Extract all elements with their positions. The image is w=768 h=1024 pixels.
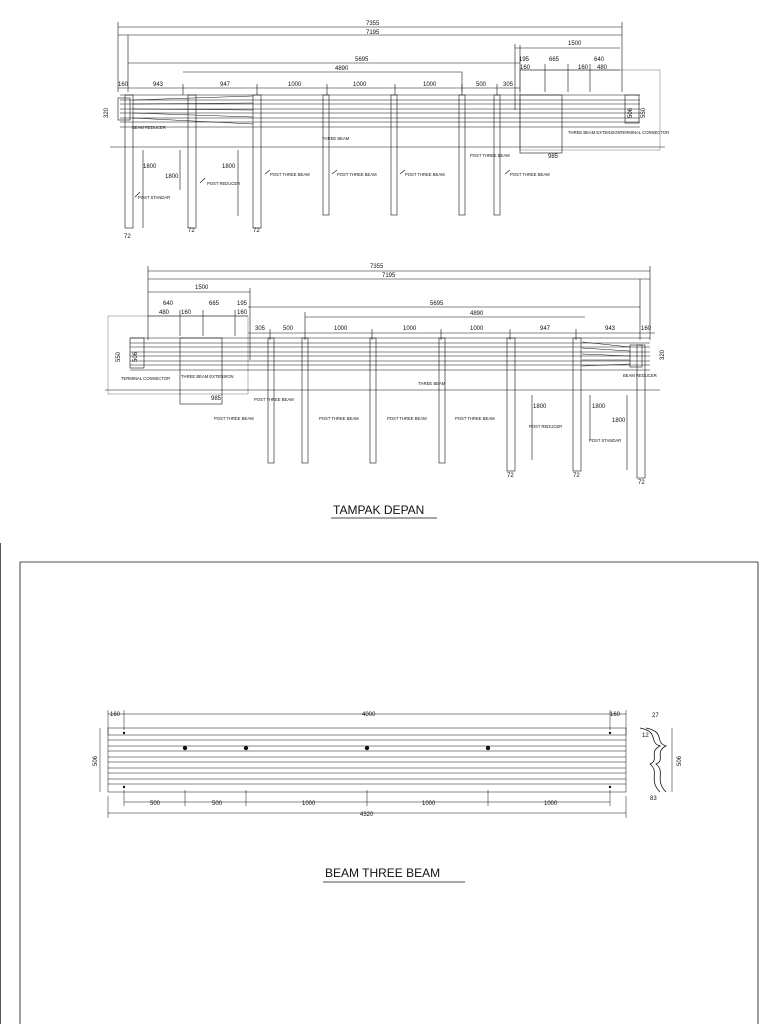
bot-post-len-3: 1800 — [612, 418, 626, 424]
bot-dim-160b: 160 — [237, 310, 248, 316]
top-post-len-3: 1800 — [222, 164, 236, 170]
bot-dim-195: 195 — [237, 301, 248, 307]
beam-dim-4000: 4000 — [362, 712, 376, 718]
beam-dim-4320: 4320 — [360, 812, 374, 818]
top-post-bottom-2: 72 — [188, 228, 195, 234]
bot-label-post-three-beam-1: POST THREE BEAM — [214, 416, 254, 421]
bot-dim-1500: 1500 — [195, 285, 209, 291]
bot-label-terminal-connector: TERMINAL CONNECTOR — [121, 376, 171, 381]
top-height-550: 550 — [641, 107, 647, 118]
top-label-post-reducer: POST REDUCER — [207, 181, 241, 186]
profile-dim-12: 12 — [642, 733, 649, 739]
bot-post-bottom-2: 72 — [573, 473, 580, 479]
bot-label-post-three-beam-5: POST THREE BEAM — [455, 416, 495, 421]
top-post-len-1: 1800 — [143, 164, 157, 170]
top-post-bottom-3: 72 — [253, 228, 260, 234]
beam-dim-160-left: 160 — [110, 712, 121, 718]
top-dim-160b: 160 — [578, 65, 589, 71]
beam-dim-500a: 500 — [150, 801, 161, 807]
top-dim-985: 985 — [548, 154, 559, 160]
profile-dim-27: 27 — [652, 713, 659, 719]
top-dim-665: 665 — [549, 57, 560, 63]
beam-dim-1000c: 1000 — [544, 801, 558, 807]
bot-span-943: 943 — [605, 326, 616, 332]
top-label-post-three-beam-5: POST THREE BEAM — [510, 172, 550, 177]
top-dim-1500: 1500 — [568, 41, 582, 47]
top-span-947: 947 — [220, 82, 231, 88]
bot-label-post-three-beam-4: POST THREE BEAM — [387, 416, 427, 421]
top-dim-5695: 5695 — [355, 57, 369, 63]
bot-span-500: 500 — [283, 326, 294, 332]
top-label-three-beam-extension: THREE BEAM EXTENSION — [568, 130, 621, 135]
bot-span-1000b: 1000 — [403, 326, 417, 332]
bot-post-len-2: 1800 — [592, 404, 606, 410]
top-span-305: 305 — [503, 82, 514, 88]
bot-label-post-reducer: POST REDUCER — [529, 424, 563, 429]
bot-dim-7195: 7195 — [382, 273, 396, 279]
beam-three-beam-title: BEAM THREE BEAM — [325, 866, 441, 880]
top-span-500: 500 — [476, 82, 487, 88]
bot-dim-7355: 7355 — [370, 264, 384, 270]
top-dim-640: 640 — [594, 57, 605, 63]
top-label-terminal-connector: TERMINAL CONNECTOR — [620, 130, 670, 135]
top-span-1000b: 1000 — [353, 82, 367, 88]
bot-height-320: 320 — [660, 349, 666, 360]
top-label-post-standar: POST STANDAR — [138, 195, 171, 200]
beam-dim-1000a: 1000 — [302, 801, 316, 807]
bot-label-beam-reducer: BEAM REDUCER — [623, 373, 657, 378]
bot-dim-480: 480 — [159, 310, 170, 316]
beam-dim-1000b: 1000 — [422, 801, 436, 807]
bot-post-bottom-1: 72 — [507, 473, 514, 479]
bot-dim-4890: 4890 — [470, 311, 484, 317]
top-dim-4890: 4890 — [335, 66, 349, 72]
profile-dim-83: 83 — [650, 796, 657, 802]
top-span-160: 160 — [118, 82, 129, 88]
top-label-three-beam: THREE BEAM — [322, 136, 350, 141]
bot-span-160: 160 — [641, 326, 652, 332]
bot-label-post-three-beam-2: POST THREE BEAM — [254, 397, 294, 402]
bot-dim-640: 640 — [163, 301, 174, 307]
top-height-320: 320 — [104, 107, 110, 118]
beam-detail-sheet — [0, 540, 768, 1024]
profile-dim-506: 506 — [677, 755, 683, 766]
bot-label-post-three-beam-3: POST THREE BEAM — [319, 416, 359, 421]
bot-height-550: 550 — [116, 351, 122, 362]
bot-span-305: 305 — [255, 326, 266, 332]
top-label-post-three-beam-4: POST THREE BEAM — [470, 153, 510, 158]
bot-span-947: 947 — [540, 326, 551, 332]
top-span-1000c: 1000 — [423, 82, 437, 88]
bot-label-post-standar: POST STANDAR — [589, 438, 622, 443]
bot-post-len-1: 1800 — [533, 404, 547, 410]
bot-dim-985: 985 — [211, 396, 222, 402]
bot-dim-665: 665 — [209, 301, 220, 307]
top-post-bottom-1: 72 — [124, 234, 131, 240]
top-span-1000a: 1000 — [288, 82, 302, 88]
top-label-post-three-beam-1: POST THREE BEAM — [270, 172, 310, 177]
bot-span-1000c: 1000 — [470, 326, 484, 332]
bot-post-bottom-3: 72 — [638, 480, 645, 486]
top-label-beam-reducer: BEAM REDUCER — [132, 125, 166, 130]
bot-span-1000a: 1000 — [334, 326, 348, 332]
top-post-len-2: 1800 — [165, 174, 179, 180]
top-dim-195: 195 — [519, 57, 530, 63]
top-dim-7195: 7195 — [366, 30, 380, 36]
tampak-depan-title: TAMPAK DEPAN — [333, 503, 425, 517]
top-height-506: 506 — [628, 107, 634, 118]
beam-dim-160-right: 160 — [610, 712, 621, 718]
top-label-post-three-beam-2: POST THREE BEAM — [337, 172, 377, 177]
bot-dim-5695: 5695 — [430, 301, 444, 307]
bot-dim-160a: 160 — [181, 310, 192, 316]
bot-height-506: 506 — [133, 351, 139, 362]
top-span-943: 943 — [153, 82, 164, 88]
top-label-post-three-beam-3: POST THREE BEAM — [405, 172, 445, 177]
bot-label-three-beam: THREE BEAM — [418, 381, 446, 386]
top-dim-160a: 160 — [520, 65, 531, 71]
beam-dim-height-506: 506 — [93, 755, 99, 766]
top-dim-7355: 7355 — [366, 21, 380, 27]
top-dim-480: 480 — [597, 65, 608, 71]
bot-label-three-beam-extension: THREE BEAM EXTENSION — [181, 374, 234, 379]
beam-dim-500b: 500 — [212, 801, 223, 807]
